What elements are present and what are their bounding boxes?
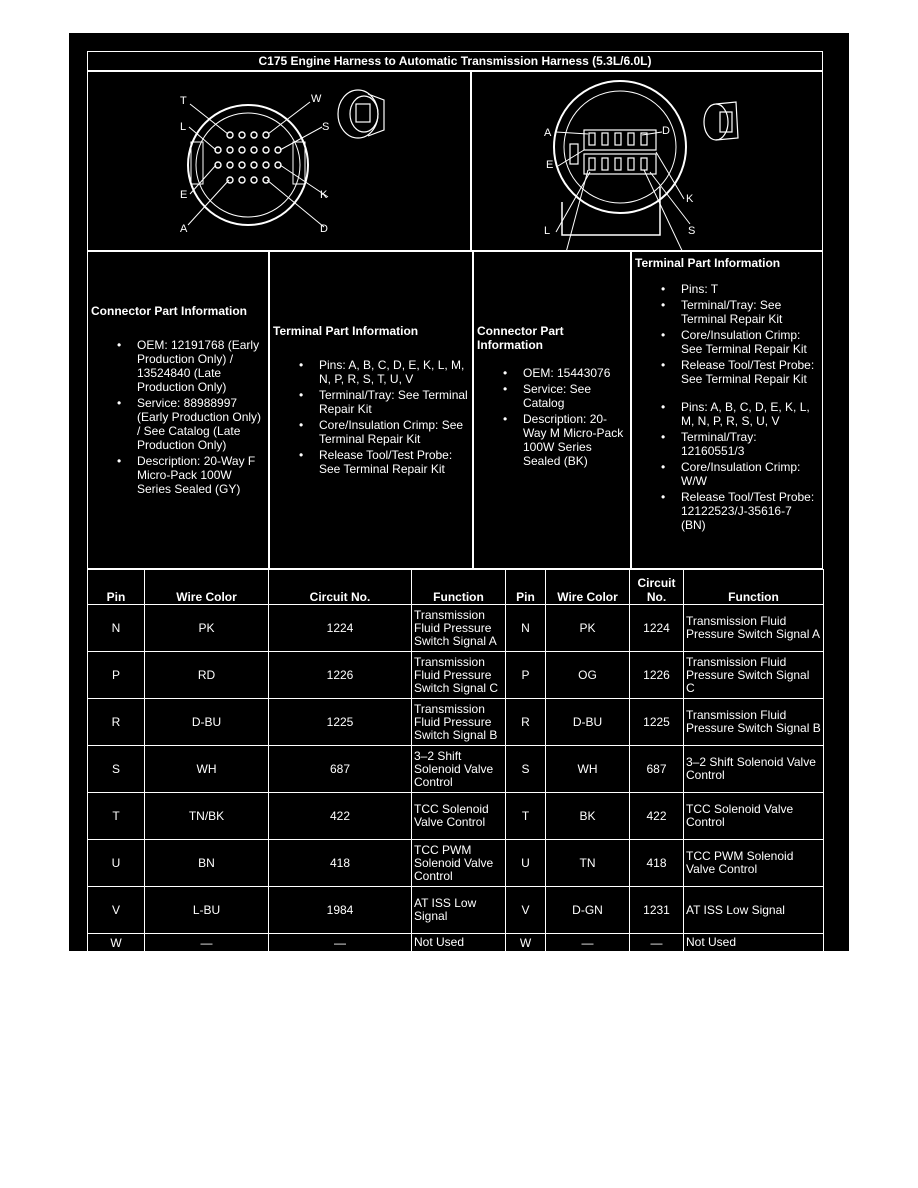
cell-circuit-no: 687 bbox=[630, 746, 684, 793]
cell-circuit-no: 1984 bbox=[269, 887, 412, 934]
cell-pin: V bbox=[506, 887, 546, 934]
pin-label-K: K bbox=[686, 193, 694, 205]
cell-wire-color: L-BU bbox=[145, 887, 269, 934]
cell-wire-color: BK bbox=[546, 793, 630, 840]
info-item: • Core/Insulation Crimp: W/W bbox=[635, 460, 819, 488]
pin-label-L: L bbox=[180, 121, 187, 133]
cell-pin: S bbox=[506, 746, 546, 793]
info-item: • Terminal/Tray: 12160551/3 bbox=[635, 430, 819, 458]
cell-wire-color: PK bbox=[145, 605, 269, 652]
header-function: Function bbox=[412, 570, 506, 605]
info-heading: Terminal Part Information bbox=[273, 324, 419, 338]
info-item: • Release Tool/Test Probe: 12122523/J-35616-7 (BN) bbox=[635, 490, 819, 532]
terminal-info-right bbox=[631, 251, 823, 569]
info-item: • Description: 20-Way F Micro-Pack 100W Series Sealed (GY) bbox=[91, 454, 265, 496]
pin-label-W: W bbox=[311, 93, 322, 105]
info-item: • Release Tool/Test Probe: See Terminal Repair Kit bbox=[273, 448, 469, 476]
cell-function: AT ISS Low Signal bbox=[684, 887, 824, 934]
info-heading: Connector Part Information bbox=[477, 324, 564, 352]
cell-pin: U bbox=[506, 840, 546, 887]
cell-pin: N bbox=[506, 605, 546, 652]
info-item: • Release Tool/Test Probe: See Terminal Repair Kit bbox=[635, 358, 819, 386]
cell-circuit-no: 422 bbox=[269, 793, 412, 840]
cell-circuit-no: 687 bbox=[269, 746, 412, 793]
cell-function: TCC PWM Solenoid Valve Control bbox=[412, 840, 506, 887]
cell-circuit-no: 1224 bbox=[269, 605, 412, 652]
cell-function: TCC PWM Solenoid Valve Control bbox=[684, 840, 824, 887]
connector-info-left bbox=[87, 251, 269, 569]
connector-photo-icon bbox=[704, 102, 738, 140]
cell-function: AT ISS Low Signal bbox=[412, 887, 506, 934]
cell-function: TCC Solenoid Valve Control bbox=[684, 793, 824, 840]
table-row bbox=[88, 793, 824, 840]
cell-circuit-no: 1225 bbox=[630, 699, 684, 746]
info-item: • Terminal/Tray: See Terminal Repair Kit bbox=[635, 298, 819, 326]
header-circuit-no: Circuit No. bbox=[630, 570, 684, 605]
cell-pin: N bbox=[88, 605, 145, 652]
table-row bbox=[88, 746, 824, 793]
info-item: • Service: See Catalog bbox=[477, 382, 627, 410]
connector-photo-icon bbox=[338, 90, 384, 138]
cell-wire-color: TN bbox=[546, 840, 630, 887]
cell-function: 3–2 Shift Solenoid Valve Control bbox=[684, 746, 824, 793]
cell-circuit-no: 418 bbox=[630, 840, 684, 887]
pin-label-A: A bbox=[180, 223, 188, 235]
cell-function: Transmission Fluid Pressure Switch Signal A bbox=[684, 605, 824, 652]
cell-pin: S bbox=[88, 746, 145, 793]
info-item: • Service: 88988997 (Early Production Only) / See Catalog (Late Production Only) bbox=[91, 396, 265, 452]
table-row bbox=[88, 605, 824, 652]
cell-wire-color: — bbox=[546, 934, 630, 952]
cell-pin: U bbox=[88, 840, 145, 887]
cell-function: Transmission Fluid Pressure Switch Signal B bbox=[684, 699, 824, 746]
cell-pin: T bbox=[88, 793, 145, 840]
cell-function: Transmission Fluid Pressure Switch Signal C bbox=[684, 652, 824, 699]
male-connector-face-icon bbox=[472, 72, 824, 252]
document-frame bbox=[69, 33, 849, 951]
pin-label-L: L bbox=[544, 225, 551, 237]
cell-function: TCC Solenoid Valve Control bbox=[412, 793, 506, 840]
cell-pin: V bbox=[88, 887, 145, 934]
cell-wire-color: D-GN bbox=[546, 887, 630, 934]
pin-label-E: E bbox=[180, 189, 188, 201]
pin-label-T: T bbox=[180, 95, 187, 107]
cell-circuit-no: — bbox=[630, 934, 684, 952]
cell-wire-color: BN bbox=[145, 840, 269, 887]
table-row bbox=[88, 840, 824, 887]
cell-function: 3–2 Shift Solenoid Valve Control bbox=[412, 746, 506, 793]
cell-circuit-no: 418 bbox=[269, 840, 412, 887]
header-circuit-no: Circuit No. bbox=[269, 570, 412, 605]
info-item: • Pins: A, B, C, D, E, K, L, M, N, P, R, S, T, U, V bbox=[273, 358, 469, 386]
cell-pin: W bbox=[506, 934, 546, 952]
cell-wire-color: D-BU bbox=[546, 699, 630, 746]
left-connector-diagram bbox=[87, 71, 471, 251]
info-item: • Pins: T bbox=[635, 282, 819, 296]
pin-label-A: A bbox=[544, 127, 552, 139]
pinout-table bbox=[87, 569, 824, 952]
cell-circuit-no: 1224 bbox=[630, 605, 684, 652]
cell-wire-color: WH bbox=[546, 746, 630, 793]
cell-pin: R bbox=[88, 699, 145, 746]
cell-pin: P bbox=[88, 652, 145, 699]
header-pin: Pin bbox=[506, 570, 546, 605]
cell-wire-color: PK bbox=[546, 605, 630, 652]
header-function: Function bbox=[684, 570, 824, 605]
connector-info-right bbox=[473, 251, 631, 569]
cell-circuit-no: 1225 bbox=[269, 699, 412, 746]
header-wire-color: Wire Color bbox=[145, 570, 269, 605]
pin-label-D: D bbox=[662, 125, 670, 137]
pin-label-S: S bbox=[322, 121, 330, 133]
table-row bbox=[88, 652, 824, 699]
terminal-info-left bbox=[269, 251, 473, 569]
cell-wire-color: RD bbox=[145, 652, 269, 699]
cell-wire-color: TN/BK bbox=[145, 793, 269, 840]
info-heading: Terminal Part Information bbox=[635, 256, 781, 270]
cell-circuit-no: — bbox=[269, 934, 412, 952]
cell-pin: R bbox=[506, 699, 546, 746]
table-row bbox=[88, 699, 824, 746]
cell-pin: P bbox=[506, 652, 546, 699]
info-item: • Core/Insulation Crimp: See Terminal Repair Kit bbox=[635, 328, 819, 356]
table-row bbox=[88, 887, 824, 934]
right-connector-diagram bbox=[471, 71, 823, 251]
pin-label-K: K bbox=[320, 189, 328, 201]
cell-function: Transmission Fluid Pressure Switch Signal C bbox=[412, 652, 506, 699]
cell-function: Not Used bbox=[412, 934, 506, 952]
cell-wire-color: OG bbox=[546, 652, 630, 699]
cell-pin: W bbox=[88, 934, 145, 952]
cell-circuit-no: 1226 bbox=[630, 652, 684, 699]
cell-wire-color: — bbox=[145, 934, 269, 952]
info-heading: Connector Part Information bbox=[91, 304, 248, 318]
info-item: • Description: 20-Way M Micro-Pack 100W Series Sealed (BK) bbox=[477, 412, 627, 468]
cell-function: Transmission Fluid Pressure Switch Signal A bbox=[412, 605, 506, 652]
header-wire-color: Wire Color bbox=[546, 570, 630, 605]
cell-function: Not Used bbox=[684, 934, 824, 952]
info-item: • Pins: A, B, C, D, E, K, L, M, N, P, R, S, U, V bbox=[635, 400, 819, 428]
cell-function: Transmission Fluid Pressure Switch Signal B bbox=[412, 699, 506, 746]
pin-label-E: E bbox=[546, 159, 554, 171]
info-item: • OEM: 12191768 (Early Production Only) / 13524840 (Late Production Only) bbox=[91, 338, 265, 394]
table-header-row bbox=[88, 570, 824, 605]
header-pin: Pin bbox=[88, 570, 145, 605]
pin-label-D: D bbox=[320, 223, 328, 235]
page-title: C175 Engine Harness to Automatic Transmission Harness (5.3L/6.0L) bbox=[87, 51, 823, 71]
info-item: • OEM: 15443076 bbox=[477, 366, 627, 380]
cell-wire-color: D-BU bbox=[145, 699, 269, 746]
info-item: • Terminal/Tray: See Terminal Repair Kit bbox=[273, 388, 469, 416]
info-item: • Core/Insulation Crimp: See Terminal Repair Kit bbox=[273, 418, 469, 446]
cell-circuit-no: 1226 bbox=[269, 652, 412, 699]
cell-pin: T bbox=[506, 793, 546, 840]
female-connector-face-icon bbox=[88, 72, 472, 252]
cell-circuit-no: 1231 bbox=[630, 887, 684, 934]
pin-label-S: S bbox=[688, 225, 696, 237]
cell-circuit-no: 422 bbox=[630, 793, 684, 840]
table-row bbox=[88, 934, 824, 952]
cell-wire-color: WH bbox=[145, 746, 269, 793]
